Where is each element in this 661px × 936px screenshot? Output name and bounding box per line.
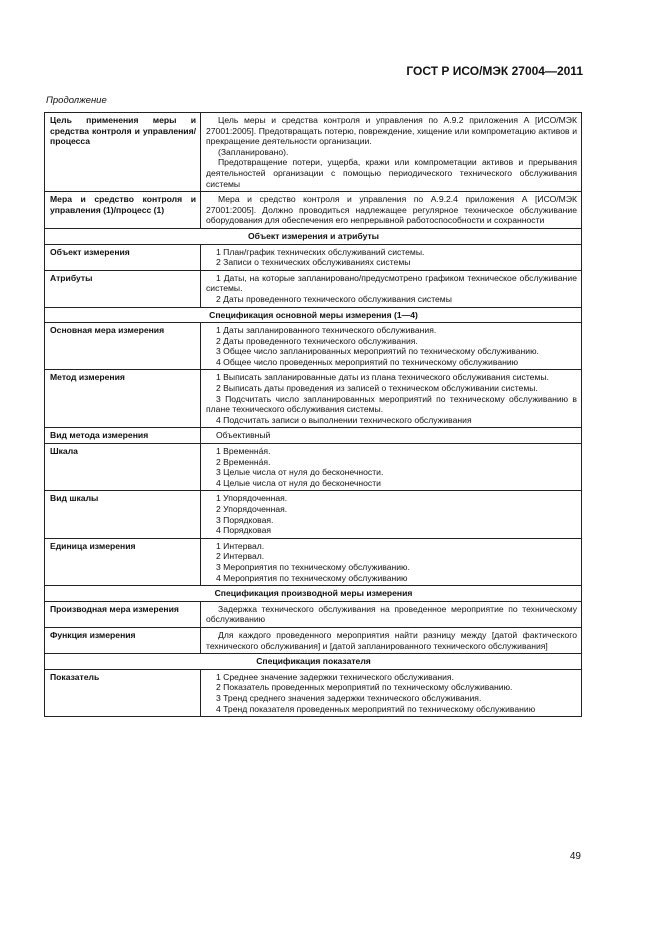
document-header: ГОСТ Р ИСО/МЭК 27004—2011 bbox=[406, 64, 583, 78]
paragraph: (Запланировано). bbox=[218, 146, 289, 157]
section-heading: Спецификация основной меры измерения (1—4) bbox=[45, 307, 582, 323]
row-value bbox=[201, 244, 582, 270]
row-label: Показатель bbox=[45, 669, 201, 716]
row-label: Основная мера измерения bbox=[45, 323, 201, 370]
list-item: 3 Общее число запланированных мероприятий по техническому обслуживанию. bbox=[216, 346, 539, 357]
row-value bbox=[201, 538, 582, 585]
section-heading: Спецификация производной меры измерения bbox=[45, 586, 582, 602]
row-value bbox=[201, 323, 582, 370]
section-row bbox=[45, 228, 582, 244]
table-row bbox=[45, 491, 582, 538]
list-item: 2 Записи о технических обслуживаниях системы bbox=[216, 257, 411, 268]
list-item: 2 Даты проведенного технического обслуживания. bbox=[216, 335, 418, 346]
list-item: 2 Выписать даты проведения из записей о техническом обслуживании системы. bbox=[216, 383, 538, 394]
row-value bbox=[201, 491, 582, 538]
specification-table bbox=[44, 112, 582, 717]
continuation-label: Продолжение bbox=[46, 95, 107, 106]
list-item: 4 Общее число проведенных мероприятий по техническому обслуживанию bbox=[216, 356, 519, 367]
row-value bbox=[201, 192, 582, 229]
list-item: 1 Интервал. bbox=[216, 540, 265, 551]
paragraph: Предотвращение потери, ущерба, кражи или компрометации активов и прерывания деятельностей организации с помощью периодического технического обслуживания системы bbox=[206, 157, 577, 189]
table-row bbox=[45, 444, 582, 491]
row-label: Единица измерения bbox=[45, 538, 201, 585]
paragraph: Для каждого проведенного мероприятия найти разницу между [датой фактического технического обслуживания] и [датой запланированного технического обслуживания] bbox=[206, 629, 577, 651]
list-item: 1 План/график технических обслуживаний системы. bbox=[216, 246, 425, 257]
row-label: Цель применения меры и средства контроля и управления/процесса bbox=[45, 113, 201, 192]
row-value bbox=[201, 669, 582, 716]
row-label: Шкала bbox=[45, 444, 201, 491]
row-label: Объект измерения bbox=[45, 244, 201, 270]
list-item: 2 Упорядоченная. bbox=[216, 504, 288, 514]
list-item: 3 Порядковая. bbox=[216, 514, 274, 525]
list-item: 1 Среднее значение задержки технического обслуживания. bbox=[216, 671, 454, 682]
table-row bbox=[45, 601, 582, 627]
list-item: 4 Целые числа от нуля до бесконечности bbox=[216, 477, 381, 488]
page-number: 49 bbox=[569, 851, 581, 862]
table-row bbox=[45, 244, 582, 270]
table-row bbox=[45, 192, 582, 229]
list-item: 1 Даты, на которые запланировано/предусмотрено графиком техническое обслуживание системы. bbox=[206, 272, 577, 294]
row-value bbox=[201, 444, 582, 491]
row-label: Мера и средство контроля и управления (1)/процесс (1) bbox=[45, 192, 201, 229]
list-item: 4 Тренд показателя проведенных мероприятий по техническому обслуживанию bbox=[216, 703, 536, 714]
paragraph: Задержка технического обслуживания на проведенное мероприятие по техническому обслуживанию bbox=[206, 603, 577, 625]
section-heading: Объект измерения и атрибуты bbox=[45, 228, 582, 244]
table-row bbox=[45, 428, 582, 444]
table-row bbox=[45, 627, 582, 653]
row-label: Вид метода измерения bbox=[45, 428, 201, 444]
list-item: 1 Даты запланированного технического обслуживания. bbox=[216, 325, 437, 336]
list-item: 4 Мероприятия по техническому обслуживанию bbox=[216, 572, 408, 583]
list-item: 4 Подсчитать записи о выполнении технического обслуживания bbox=[216, 414, 472, 425]
table-row bbox=[45, 113, 582, 192]
section-heading: Спецификация показателя bbox=[45, 654, 582, 670]
list-item: 3 Целые числа от нуля до бесконечности. bbox=[216, 467, 384, 478]
row-label: Функция измерения bbox=[45, 627, 201, 653]
row-label: Вид шкалы bbox=[45, 491, 201, 538]
table-row bbox=[45, 270, 582, 307]
row-value bbox=[201, 370, 582, 428]
list-item: 3 Мероприятия по техническому обслуживанию. bbox=[216, 561, 410, 572]
row-value bbox=[201, 627, 582, 653]
paragraph: Цель меры и средства контроля и управления по А.9.2 приложения А [ИСО/МЭК 27001:2005]. Предотвращать потерю, повреждение, хищение или компрометацию активов и прекращение деятельности организации. bbox=[206, 115, 577, 147]
table-row bbox=[45, 538, 582, 585]
row-label: Атрибуты bbox=[45, 270, 201, 307]
list-item: 3 Тренд среднего значения задержки технического обслуживания. bbox=[216, 692, 482, 703]
section-row bbox=[45, 307, 582, 323]
section-row bbox=[45, 654, 582, 670]
row-label: Производная мера измерения bbox=[45, 601, 201, 627]
list-item: 2 Даты проведенного технического обслуживания системы bbox=[216, 293, 452, 304]
table-row bbox=[45, 323, 582, 370]
row-value bbox=[201, 270, 582, 307]
list-item: 2 Показатель проведенных мероприятий по техническому обслуживанию. bbox=[216, 682, 513, 693]
row-label: Метод измерения bbox=[45, 370, 201, 428]
row-value bbox=[201, 113, 582, 192]
table-row bbox=[45, 370, 582, 428]
list-item: 1 Выписать запланированные даты из плана технического обслуживания системы. bbox=[216, 372, 549, 383]
table-row bbox=[45, 669, 582, 716]
list-item: 1 Упорядоченная. bbox=[216, 493, 288, 504]
row-value bbox=[201, 428, 582, 444]
list-item: 3 Подсчитать число запланированных мероприятий по техническому обслуживанию в плане технического обслуживания системы. bbox=[206, 393, 577, 415]
list-item: 4 Порядковая bbox=[216, 525, 272, 536]
list-item: 2 Интервал. bbox=[216, 551, 265, 562]
list-item: 2 Временна́я. bbox=[216, 456, 271, 467]
row-value bbox=[201, 601, 582, 627]
list-item: 1 Временна́я. bbox=[216, 446, 271, 457]
section-row bbox=[45, 586, 582, 602]
value-text: Объективный bbox=[216, 430, 271, 441]
paragraph: Мера и средство контроля и управления по А.9.2.4 приложения А [ИСО/МЭК 27001:2005]. Должно проводиться надлежащее регулярное техническое обслуживание оборудования для обеспечения его непрерывной работоспособности и сохранности bbox=[206, 194, 577, 226]
